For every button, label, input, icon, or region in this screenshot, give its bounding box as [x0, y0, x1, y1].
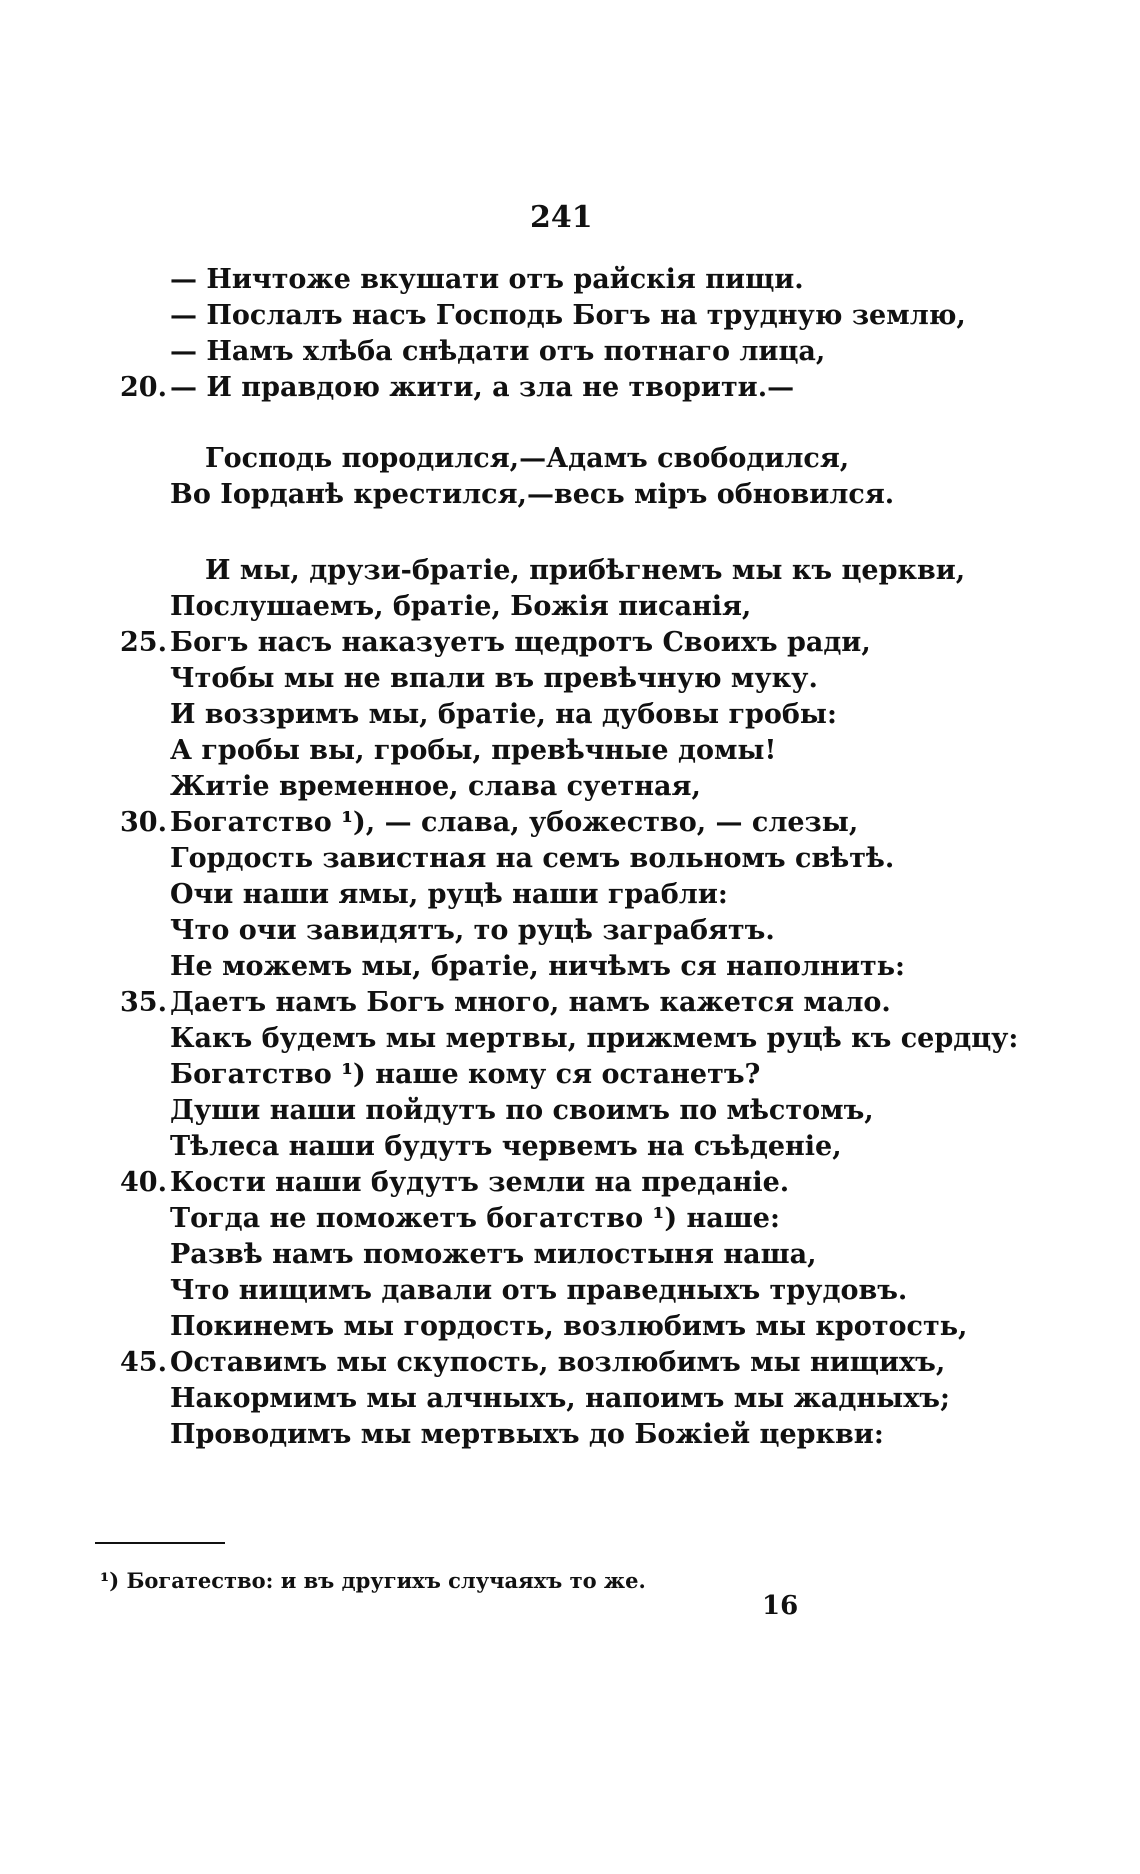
line-text: — Послалъ насъ Господь Богъ на трудную землю,: [170, 300, 966, 331]
verse-line: [0, 477, 1140, 513]
verse-line: [0, 661, 1140, 697]
line-number: 35.: [120, 987, 167, 1018]
line-text: Богатство ¹) наше кому ся останетъ?: [170, 1059, 761, 1090]
verse-line: [0, 697, 1140, 733]
verse-line: [0, 913, 1140, 949]
line-text: Послушаемъ, братіе, Божія писанія,: [170, 591, 752, 622]
line-text: Оставимъ мы скупость, возлюбимъ мы нищихъ,: [170, 1347, 946, 1378]
verse-line: [0, 1021, 1140, 1057]
verse-line: [0, 1093, 1140, 1129]
line-text: Даетъ намъ Богъ много, намъ кажется мало.: [170, 987, 891, 1018]
verse-line: [0, 985, 1140, 1021]
line-text: Какъ будемъ мы мертвы, прижмемъ руцѣ къ сердцу:: [170, 1023, 1019, 1054]
line-text: Что очи завидятъ, то руцѣ заграбятъ.: [170, 915, 775, 946]
line-text: Господь породился,—Адамъ свободился,: [205, 443, 850, 474]
line-text: Развѣ намъ поможетъ милостыня наша,: [170, 1239, 817, 1270]
line-text: Покинемъ мы гордость, возлюбимъ мы кротость,: [170, 1311, 968, 1342]
line-text: Во Іорданѣ крестился,—весь міръ обновился.: [170, 479, 895, 510]
line-text: Что нищимъ давали отъ праведныхъ трудовъ.: [170, 1275, 908, 1306]
line-text: Богъ насъ наказуетъ щедротъ Своихъ ради,: [170, 627, 871, 658]
verse-line: [0, 370, 1140, 406]
line-number: 20.: [120, 372, 167, 403]
verse-line: [0, 1309, 1140, 1345]
verse-line: [0, 625, 1140, 661]
verse-line: [0, 1165, 1140, 1201]
stanza-1: [0, 262, 1140, 406]
verse-line: [0, 1345, 1140, 1381]
line-text: А гробы вы, гробы, превѣчные домы!: [170, 735, 777, 766]
verse-line: [0, 441, 1140, 477]
line-text: Тогда не поможетъ богатство ¹) наше:: [170, 1203, 780, 1234]
line-number: 45.: [120, 1347, 167, 1378]
verse-line: [0, 805, 1140, 841]
line-text: Накормимъ мы алчныхъ, напоимъ мы жадныхъ;: [170, 1383, 950, 1414]
verse-line: [0, 1201, 1140, 1237]
verse-line: [0, 1381, 1140, 1417]
verse-line: [0, 589, 1140, 625]
line-text: Не можемъ мы, братіе, ничѣмъ ся наполнить:: [170, 951, 905, 982]
line-text: Богатство ¹), — слава, убожество, — слезы,: [170, 807, 859, 838]
line-text: Проводимъ мы мертвыхъ до Божіей церкви:: [170, 1419, 884, 1450]
line-text: — Ничтоже вкушати отъ райскія пищи.: [170, 264, 804, 295]
page-number: 241: [530, 200, 593, 235]
line-text: И воззримъ мы, братіе, на дубовы гробы:: [170, 699, 837, 730]
stanza-3: [0, 553, 1140, 1453]
line-text: Гордость завистная на семъ вольномъ свѣтѣ.: [170, 843, 895, 874]
verse-line: [0, 553, 1140, 589]
verse-line: [0, 877, 1140, 913]
line-text: Души наши пойдутъ по своимъ по мѣстомъ,: [170, 1095, 874, 1126]
verse-line: [0, 1057, 1140, 1093]
verse-line: [0, 769, 1140, 805]
line-text: И мы, друзи-братіе, прибѣгнемъ мы къ церкви,: [205, 555, 966, 586]
verse-line: [0, 298, 1140, 334]
footnote-rule: [95, 1542, 225, 1544]
verse-line: [0, 841, 1140, 877]
line-text: Очи наши ямы, руцѣ наши грабли:: [170, 879, 728, 910]
verse-line: [0, 733, 1140, 769]
signature-mark: 16: [762, 1591, 799, 1621]
stanza-2: [0, 441, 1140, 513]
line-text: — Намъ хлѣба снѣдати отъ потнаго лица,: [170, 336, 826, 367]
verse-line: [0, 262, 1140, 298]
verse-line: [0, 334, 1140, 370]
verse-line: [0, 1237, 1140, 1273]
line-number: 40.: [120, 1167, 167, 1198]
line-text: — И правдою жити, а зла не творити.—: [170, 372, 795, 403]
line-text: Кости наши будутъ земли на преданіе.: [170, 1167, 790, 1198]
line-number: 30.: [120, 807, 167, 838]
verse-line: [0, 949, 1140, 985]
verse-line: [0, 1273, 1140, 1309]
line-number: 25.: [120, 627, 167, 658]
line-text: Чтобы мы не впали въ превѣчную муку.: [170, 663, 818, 694]
line-text: Житіе временное, слава суетная,: [170, 771, 701, 802]
line-text: Тѣлеса наши будутъ червемъ на съѣденіе,: [170, 1131, 842, 1162]
verse-line: [0, 1129, 1140, 1165]
footnote: ¹) Богатество: и въ другихъ случаяхъ то же.: [100, 1568, 646, 1593]
verse-line: [0, 1417, 1140, 1453]
